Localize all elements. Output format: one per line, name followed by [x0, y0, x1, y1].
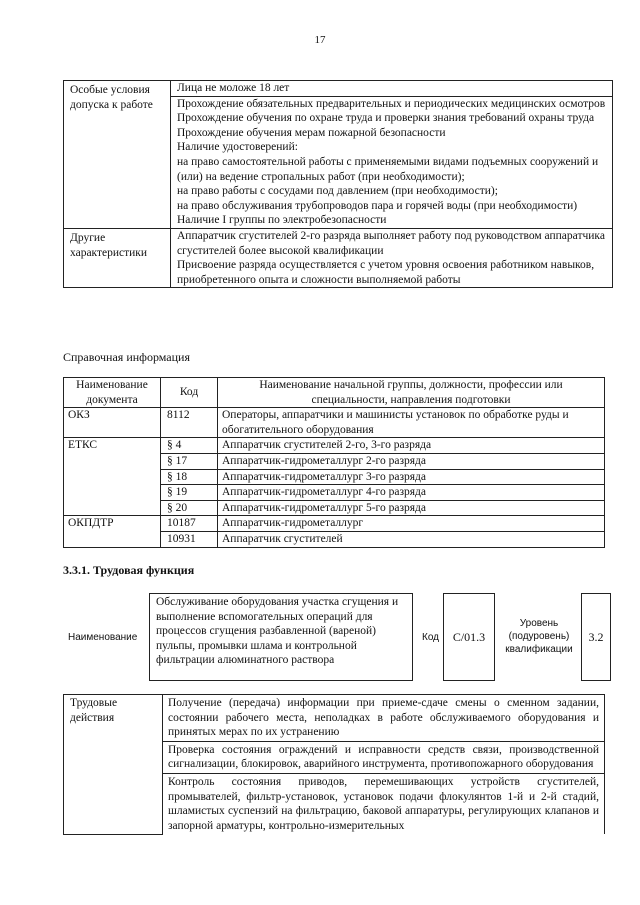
name-cell: Аппаратчик-гидрометаллург 4-го разряда [218, 485, 605, 501]
labor-action-item: Контроль состояния приводов, перемешивающих устройств сгустителей, промывателей, фильтр-установок, установок подачи флокулянтов 1-й и 2-й стадий, шламистых суспензий на фильтрацию, баковой аппаратуры, регулирующих клапанов и запорной арматуры, контрольно-измерительных [163, 773, 605, 834]
labor-action-item: Проверка состояния ограждений и исправности средств связи, производственной сигнализации, блокировок, аварийного инструмента, противопожарного оборудования [163, 741, 605, 773]
name-cell: Аппаратчик сгустителей 2-го, 3-го разряда [218, 438, 605, 454]
condition-item: на право самостоятельной работы с применяемыми видами подъемных сооружений и (или) на ведение стропальных работ (при необходимости); [171, 155, 613, 184]
condition-item: Лица не моложе 18 лет [171, 81, 613, 97]
name-cell: Аппаратчик-гидрометаллург [218, 516, 605, 532]
qualification-level: 3.2 [581, 593, 611, 681]
name-cell: Аппаратчик-гидрометаллург 2-го разряда [218, 453, 605, 469]
header-code: Код [161, 378, 218, 408]
code-cell: 10931 [161, 531, 218, 547]
condition-item: Прохождение обязательных предварительных и периодических медицинских осмотров [171, 96, 613, 111]
characteristic-item: Присвоение разряда осуществляется с учетом уровня освоения работником навыков, приобретенного опыта и сложности выполняемой работы [171, 258, 613, 288]
doc-etks: ЕТКС [64, 438, 161, 516]
code-cell: 8112 [161, 408, 218, 438]
condition-item: Прохождение обучения по охране труда и проверки знания требований охраны труда [171, 111, 613, 126]
reference-title: Справочная информация [63, 350, 190, 364]
name-cell: Аппаратчик-гидрометаллург 5-го разряда [218, 500, 605, 516]
condition-item: Наличие I группы по электробезопасности [171, 213, 613, 228]
name-cell: Операторы, аппаратчики и машинисты установок по обработке руды и обогатительного оборудования [218, 408, 605, 438]
function-title: 3.3.1. Трудовая функция [63, 563, 195, 577]
function-code: С/01.3 [443, 593, 495, 681]
condition-item: на право работы с сосудами под давлением (при необходимости); [171, 184, 613, 199]
code-cell: § 19 [161, 485, 218, 501]
code-cell: § 4 [161, 438, 218, 454]
other-characteristics-label: Другие характеристики [64, 228, 171, 287]
function-name: Обслуживание оборудования участка сгущения и выполнение вспомогательных операций для процессов сгущения разбавленной (вареной) пульпы, промывки шлама и контрольной фильтрации алюминатного раствора [149, 593, 413, 681]
special-conditions-label: Особые условия допуска к работе [64, 81, 171, 229]
qualification-level-label: Уровень (подуровень) квалификации [505, 618, 573, 655]
page-number: 17 [314, 34, 326, 46]
doc-okpdtr: ОКПДТР [64, 516, 161, 547]
header-document: Наименование документа [64, 378, 161, 408]
name-cell: Аппаратчик сгустителей [218, 531, 605, 547]
function-name-label: Наименование [68, 632, 138, 643]
header-name: Наименование начальной группы, должности, профессии или специальности, направления подготовки [218, 378, 605, 408]
code-cell: § 17 [161, 453, 218, 469]
labor-actions-table [63, 694, 605, 835]
characteristic-item: Аппаратчик сгустителей 2-го разряда выполняет работу под руководством аппаратчика сгустителей более высокой квалификации [171, 228, 613, 258]
condition-item: Прохождение обучения мерам пожарной безопасности [171, 126, 613, 141]
labor-action-item: Получение (передача) информации при приеме-сдаче смены о сменном задании, состоянии рабочего места, неполадках в работе обслуживаемого оборудования и принятых мерах по их устранению [163, 695, 605, 742]
condition-item: на право обслуживания трубопроводов пара и горячей воды (при необходимости) [171, 199, 613, 214]
code-cell: § 18 [161, 469, 218, 485]
doc-okz: ОКЗ [64, 408, 161, 438]
code-cell: 10187 [161, 516, 218, 532]
function-code-label: Код [422, 632, 440, 643]
labor-actions-label: Трудовые действия [64, 695, 163, 835]
code-cell: § 20 [161, 500, 218, 516]
condition-item: Наличие удостоверений: [171, 140, 613, 155]
name-cell: Аппаратчик-гидрометаллург 3-го разряда [218, 469, 605, 485]
